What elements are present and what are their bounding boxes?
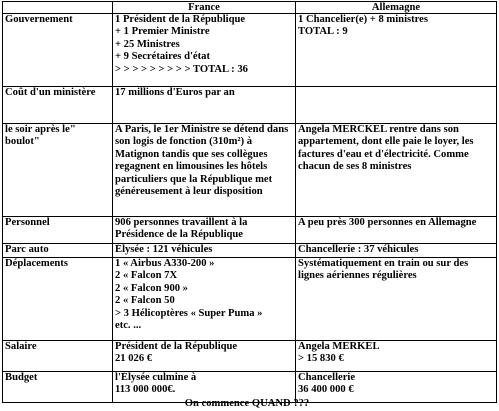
france-line: + 9 Secrétaires d'état bbox=[115, 51, 210, 63]
france-line: + 1 Premier Ministre bbox=[115, 26, 210, 38]
france-cell bbox=[113, 217, 296, 244]
france-line: l'Élysée culmine à bbox=[115, 372, 197, 383]
header-france: France bbox=[113, 2, 296, 14]
row-label: le soir après le" boulot" bbox=[3, 124, 113, 217]
france-cell bbox=[113, 14, 296, 87]
france-cell bbox=[113, 124, 296, 217]
row-soir-apres-boulot bbox=[3, 124, 497, 217]
france-line: 17 millions d'Euros par an bbox=[115, 87, 235, 98]
allemagne-cell bbox=[296, 244, 497, 258]
allemagne-paragraph: A peu près 300 personnes en Allemagne bbox=[298, 217, 477, 228]
header-empty bbox=[3, 2, 113, 14]
france-cell bbox=[113, 244, 296, 258]
allemagne-cell bbox=[296, 124, 497, 217]
france-cell bbox=[113, 258, 296, 341]
row-label: Personnel bbox=[3, 217, 113, 244]
allemagne-line: > 15 830 € bbox=[298, 353, 344, 365]
comparison-table bbox=[2, 1, 497, 403]
allemagne-paragraph: Angela MERCKEL rentre dans son appartement, dont elle paie le loyer, les factures d'eau et d'électricité. Comme chacun de ses 8 ministres bbox=[298, 124, 474, 173]
row-label: Parc auto bbox=[3, 244, 113, 258]
france-line: 21 026 € bbox=[115, 353, 153, 365]
france-paragraph: A Paris, le 1er Ministre se détend dans son logis de fonction (310m²) à Matignon tandis que ses collègues regagnent en limousines les hôtels particuliers que la République met généreusement à leur disposition bbox=[115, 124, 289, 198]
france-line: 2 « Falcon 7X bbox=[115, 270, 178, 282]
allemagne-cell bbox=[296, 14, 497, 87]
france-line: Président de la République bbox=[115, 341, 238, 352]
allemagne-cell bbox=[296, 87, 497, 124]
allemagne-line: 36 400 000 € bbox=[298, 384, 354, 396]
allemagne-line: Angela MERKEL bbox=[298, 341, 380, 352]
row-label: Salaire bbox=[3, 341, 113, 372]
france-line: 2 « Falcon 50 bbox=[115, 295, 175, 307]
allemagne-cell bbox=[296, 217, 497, 244]
france-line: 1 « Airbus A330-200 » bbox=[115, 258, 215, 269]
allemagne-line: TOTAL : 9 bbox=[298, 26, 348, 38]
table-header-row bbox=[3, 2, 497, 14]
france-paragraph: 906 personnes travaillent à la Présidence de la République bbox=[115, 217, 248, 241]
allemagne-paragraph: Systématiquement en train ou sur des lignes aériennes régulières bbox=[298, 258, 469, 282]
row-personnel bbox=[3, 217, 497, 244]
row-gouvernement bbox=[3, 14, 497, 87]
allemagne-cell bbox=[296, 341, 497, 372]
row-label: Coût d'un ministère bbox=[3, 87, 113, 124]
allemagne-cell bbox=[296, 258, 497, 341]
allemagne-line: Chancellerie bbox=[298, 372, 356, 383]
footer-question: On commence QUAND ??? bbox=[184, 398, 310, 409]
france-cell bbox=[113, 87, 296, 124]
row-label: Déplacements bbox=[3, 258, 113, 341]
allemagne-line: 1 Chancelier(e) + 8 ministres bbox=[298, 14, 428, 25]
header-allemagne: Allemagne bbox=[296, 2, 497, 14]
france-line: etc. ... bbox=[115, 320, 142, 332]
france-line: Élysée : 121 véhicules bbox=[115, 244, 213, 255]
france-cell bbox=[113, 341, 296, 372]
france-line: 1 Président de la République bbox=[115, 14, 246, 25]
row-deplacements bbox=[3, 258, 497, 341]
comparison-document bbox=[2, 1, 496, 403]
allemagne-line: Chancellerie : 37 véhicules bbox=[298, 244, 419, 255]
france-line: + 25 Ministres bbox=[115, 38, 180, 50]
france-line: > > > > > > > > > TOTAL : 36 bbox=[115, 63, 248, 75]
france-line: 2 « Falcon 900 » bbox=[115, 282, 188, 294]
row-parc-auto bbox=[3, 244, 497, 258]
row-label: Budget bbox=[3, 372, 113, 403]
row-cout-ministere bbox=[3, 87, 497, 124]
row-salaire bbox=[3, 341, 497, 372]
france-line: 113 000 000€. bbox=[115, 384, 176, 396]
row-label: Gouvernement bbox=[3, 14, 113, 87]
france-line: > 3 Hélicoptères « Super Puma » bbox=[115, 307, 263, 319]
